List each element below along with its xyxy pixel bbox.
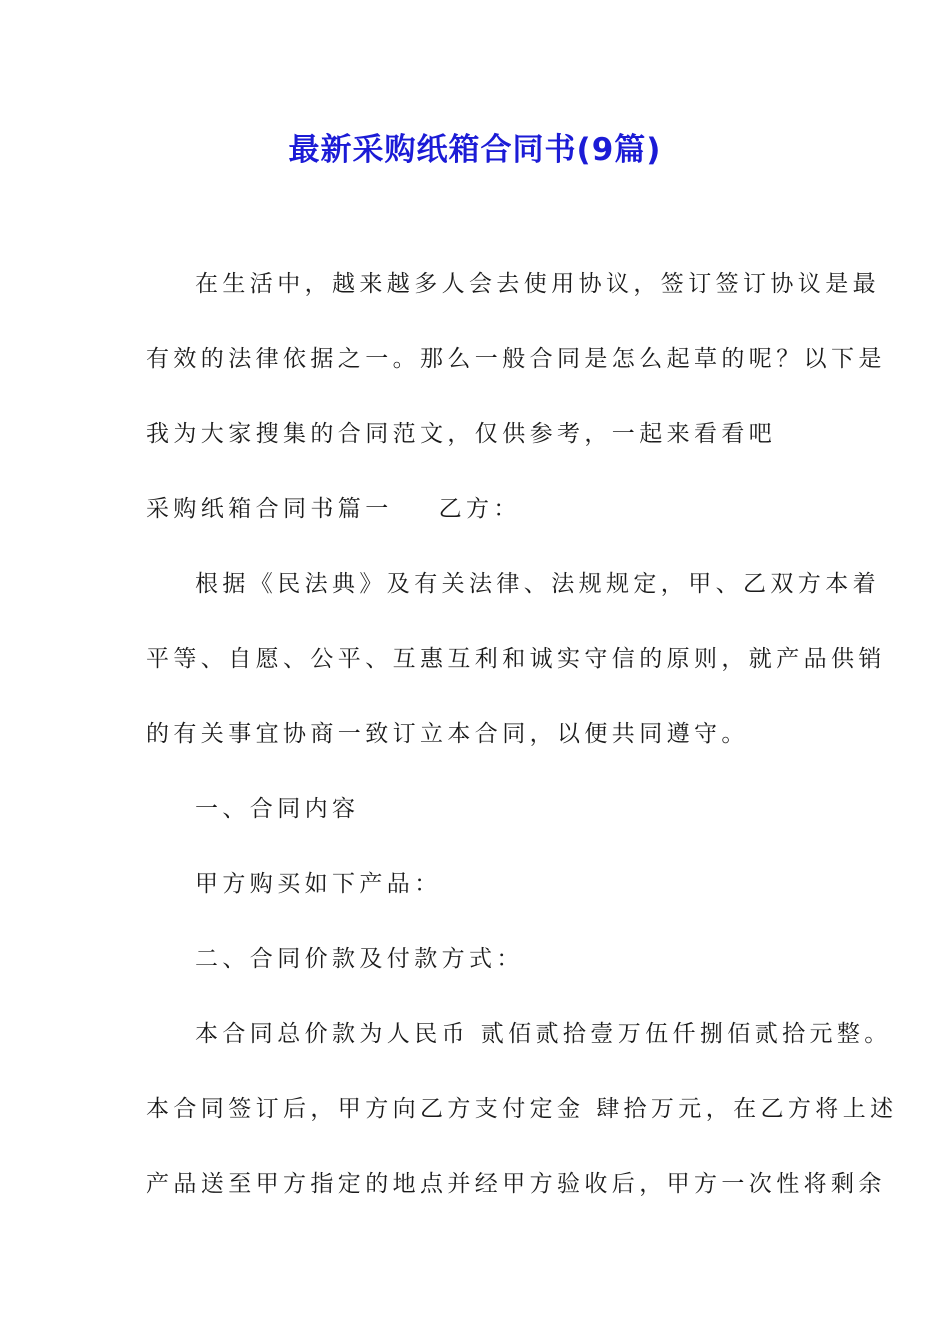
paragraph-line: 我为大家搜集的合同范文，仅供参考，一起来看看吧 (146, 421, 777, 447)
party-b-label: 乙方： (438, 496, 521, 522)
paragraph-line: 产品送至甲方指定的地点并经甲方验收后，甲方一次性将剩余 (146, 1171, 886, 1197)
paragraph-line: 本合同总价款为人民币 贰佰贰拾壹万伍仟捌佰贰拾元整。 (195, 1021, 892, 1047)
clause-heading: 一、合同内容 (195, 796, 360, 822)
clause-heading: 二、合同价款及付款方式： (195, 946, 524, 972)
document-title: 最新采购纸箱合同书(9篇) (288, 132, 662, 168)
section-heading-line (146, 493, 816, 525)
paragraph-line: 根据《民法典》及有关法律、法规规定，甲、乙双方本着 (195, 571, 880, 597)
paragraph-line: 在生活中，越来越多人会去使用协议，签订签订协议是最 (195, 271, 880, 297)
paragraph-line: 本合同签订后，甲方向乙方支付定金 肆拾万元，在乙方将上述 (146, 1096, 898, 1122)
section-heading: 采购纸箱合同书篇一 (146, 496, 393, 522)
paragraph-line: 有效的法律依据之一。那么一般合同是怎么起草的呢？以下是 (146, 346, 886, 372)
paragraph-line: 平等、自愿、公平、互惠互利和诚实守信的原则，就产品供销 (146, 646, 886, 672)
paragraph-line: 甲方购买如下产品： (195, 871, 442, 897)
paragraph-line: 的有关事宜协商一致订立本合同，以便共同遵守。 (146, 721, 749, 747)
